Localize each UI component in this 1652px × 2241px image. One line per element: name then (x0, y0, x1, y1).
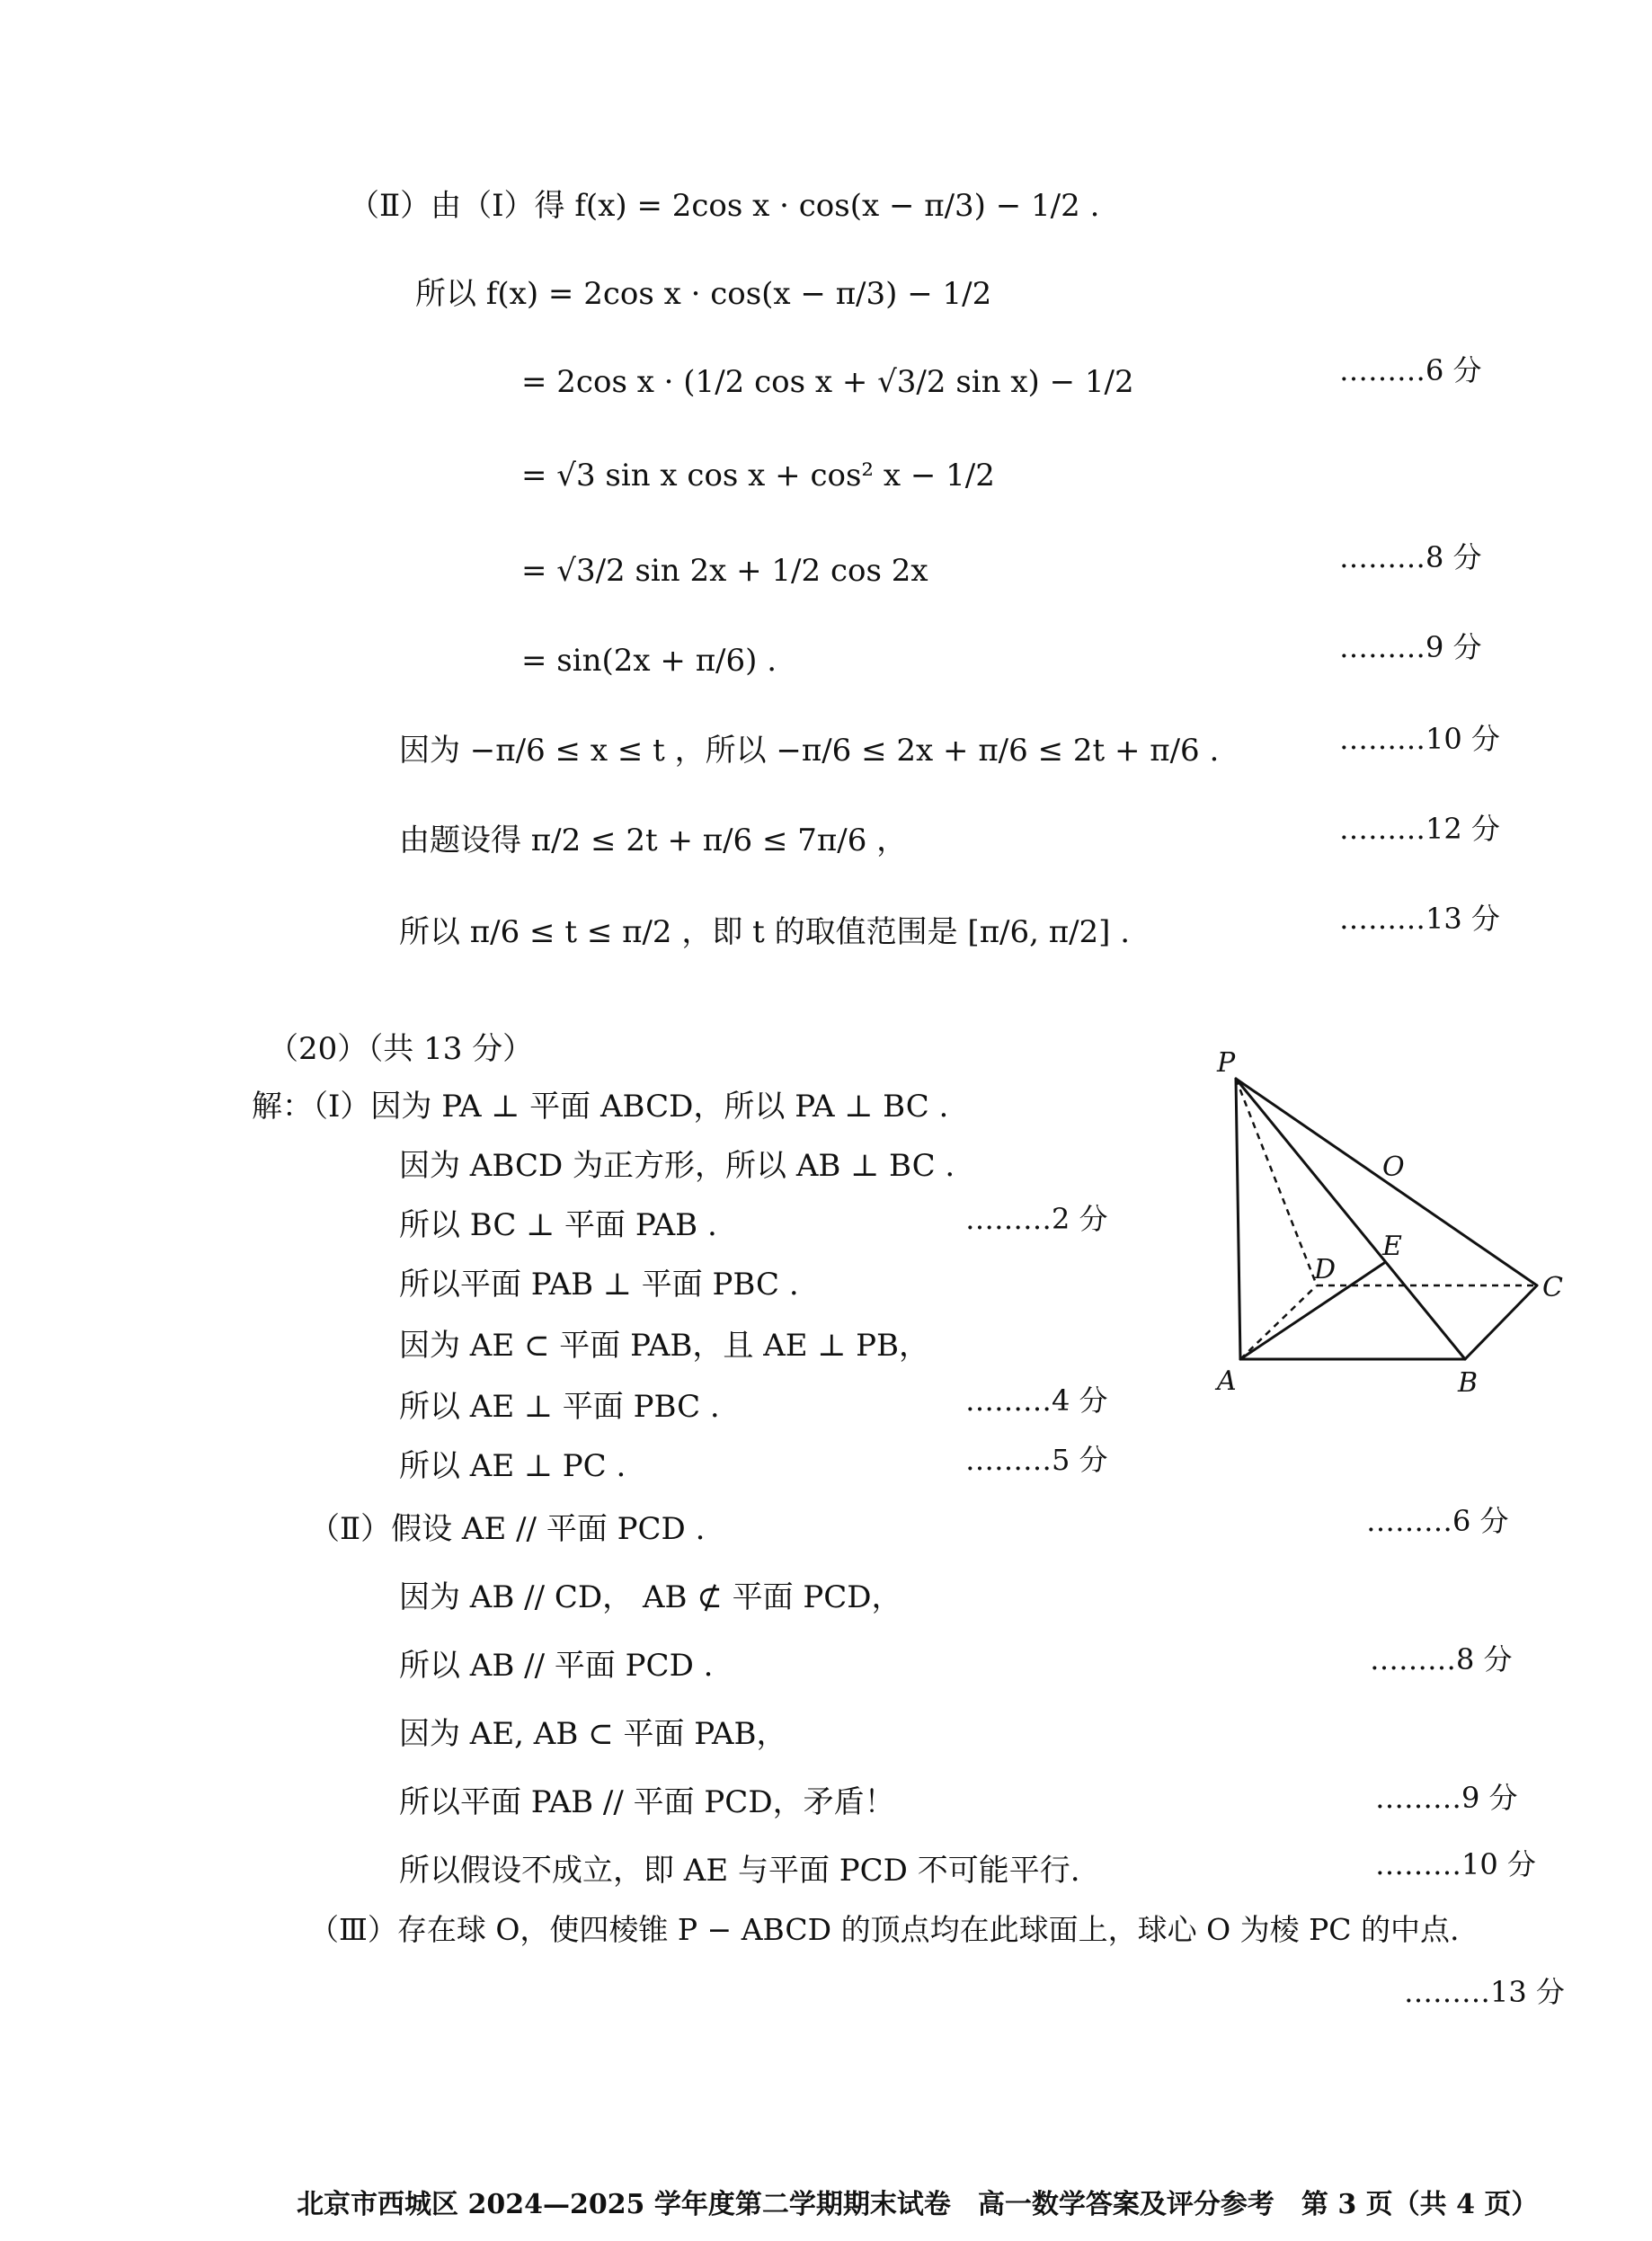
q20-header: （20）（共 13 分） (268, 1031, 534, 1067)
q20-line-6: 所以 AE ⊥ 平面 PBC . (399, 1389, 720, 1425)
q20-score-10: ………10 分 (1375, 1847, 1536, 1881)
q19-score-13: ………13 分 (1339, 902, 1500, 936)
q19-score-9: ………9 分 (1339, 630, 1482, 664)
q19-score-6: ………6 分 (1339, 353, 1482, 387)
q20-score-9: ………9 分 (1375, 1781, 1518, 1815)
q19-line-7: 因为 −π/6 ≤ x ≤ t ，所以 −π/6 ≤ 2x + π/6 ≤ 2t + π/6 . (399, 733, 1220, 769)
label-e: E (1382, 1231, 1402, 1262)
q19-line-8: 由题设得 π/2 ≤ 2t + π/6 ≤ 7π/6 ， (399, 823, 908, 858)
q20-score-4: ………4 分 (965, 1383, 1108, 1418)
edge-pd (1236, 1079, 1317, 1285)
q20-score-2: ………2 分 (965, 1202, 1108, 1236)
q19-line-6: = sin(2x + π/6) . (521, 643, 777, 679)
edge-pa (1236, 1079, 1240, 1359)
q20-line-7: 所以 AE ⊥ PC . (399, 1448, 626, 1484)
label-d: D (1314, 1254, 1337, 1285)
q19-score-8: ………8 分 (1339, 540, 1482, 574)
q19-score-10: ………10 分 (1339, 722, 1500, 756)
q20-score-6: ………6 分 (1366, 1504, 1509, 1538)
q20-score-13: ………13 分 (1404, 1975, 1565, 2009)
q20-line-9: 因为 AB // CD， AB ⊄ 平面 PCD， (399, 1579, 902, 1615)
segment-ae (1240, 1263, 1384, 1359)
q19-score-12: ………12 分 (1339, 812, 1500, 846)
q20-line-2: 因为 ABCD 为正方形，所以 AB ⊥ BC . (399, 1148, 955, 1184)
q20-line-14: （Ⅲ）存在球 O，使四棱锥 P − ABCD 的顶点均在此球面上，球心 O 为棱 PC 的中点. (309, 1912, 1460, 1947)
q20-line-4: 所以平面 PAB ⊥ 平面 PBC . (399, 1267, 799, 1303)
q20-line-12: 所以平面 PAB // 平面 PCD，矛盾！ (399, 1784, 895, 1820)
q19-line-5: = √3/2 sin 2x + 1/2 cos 2x (521, 553, 928, 589)
q19-line-2: 所以 f(x) = 2cos x · cos(x − π/3) − 1/2 (415, 276, 992, 312)
label-b: B (1458, 1367, 1479, 1399)
q20-line-3: 所以 BC ⊥ 平面 PAB . (399, 1207, 717, 1243)
q20-score-8: ………8 分 (1370, 1642, 1513, 1676)
q19-line-4: = √3 sin x cos x + cos² x − 1/2 (521, 458, 995, 494)
q20-score-5: ………5 分 (965, 1443, 1108, 1477)
q20-line-8: （Ⅱ）假设 AE // 平面 PCD . (309, 1511, 706, 1547)
q20-line-11: 因为 AE, AB ⊂ 平面 PAB， (399, 1716, 787, 1752)
q19-line-9: 所以 π/6 ≤ t ≤ π/2 ，即 t 的取值范围是 [π/6, π/2] . (399, 914, 1131, 950)
q20-line-5: 因为 AE ⊂ 平面 PAB，且 AE ⊥ PB， (399, 1328, 930, 1364)
page-footer: 北京市西城区 2024—2025 学年度第二学期期末试卷 高一数学答案及评分参考 第 3 页（共 4 页） (297, 2189, 1539, 2220)
label-o: O (1382, 1152, 1405, 1183)
edge-bc (1465, 1285, 1537, 1359)
label-c: C (1542, 1272, 1563, 1303)
label-p: P (1217, 1047, 1236, 1079)
q20-line-13: 所以假设不成立，即 AE 与平面 PCD 不可能平行. (399, 1853, 1080, 1889)
q19-line-1: （Ⅱ）由（Ⅰ）得 f(x) = 2cos x · cos(x − π/3) − 1/2 . (349, 188, 1100, 224)
q20-line-10: 所以 AB // 平面 PCD . (399, 1648, 714, 1684)
q19-line-3: = 2cos x · (1/2 cos x + √3/2 sin x) − 1/2 (521, 364, 1134, 400)
pyramid-figure (1204, 1043, 1582, 1402)
label-a: A (1217, 1365, 1237, 1397)
edge-pb (1236, 1079, 1465, 1359)
q20-line-1: 解：（Ⅰ）因为 PA ⊥ 平面 ABCD，所以 PA ⊥ BC . (252, 1089, 949, 1125)
edge-ad (1240, 1285, 1317, 1359)
